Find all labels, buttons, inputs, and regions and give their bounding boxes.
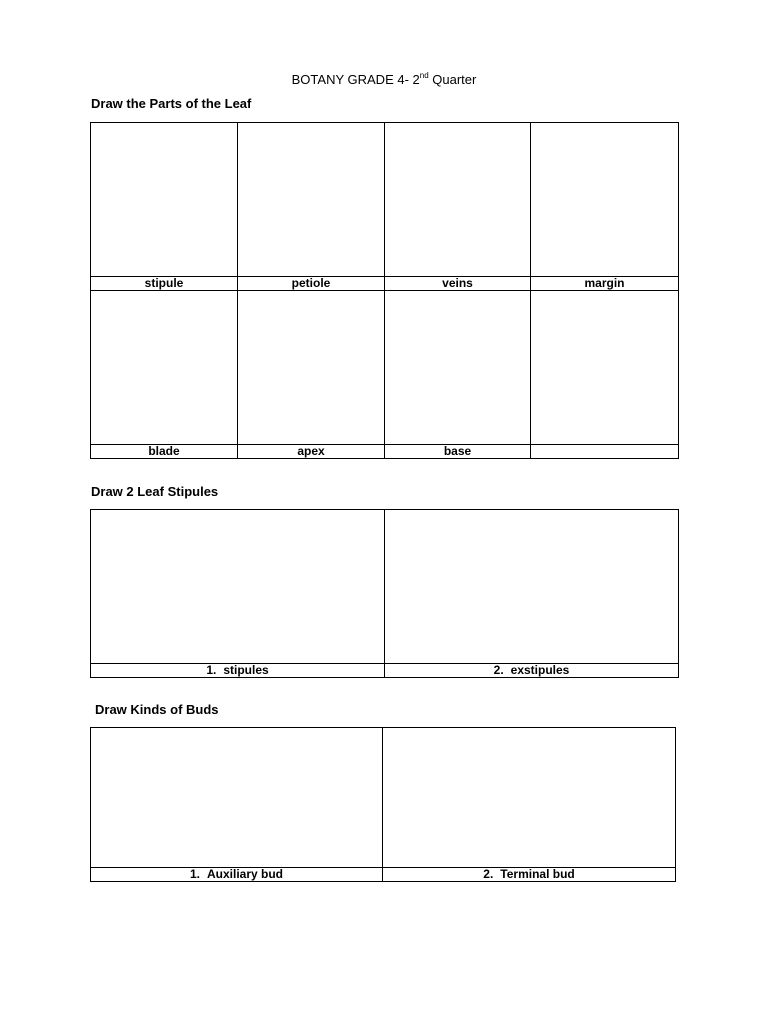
drawing-row [91, 291, 679, 445]
label-terminal-bud: 2. Terminal bud [383, 868, 676, 882]
superscript: nd [419, 71, 429, 80]
leaf-parts-table [90, 122, 679, 459]
drawing-box[interactable] [91, 728, 383, 868]
drawing-box[interactable] [91, 291, 238, 445]
label-apex: apex [238, 445, 385, 459]
drawing-box[interactable] [238, 123, 385, 277]
label-base: base [385, 445, 531, 459]
drawing-row [91, 123, 679, 277]
drawing-box[interactable] [531, 123, 679, 277]
drawing-box[interactable] [383, 728, 676, 868]
stipules-table [90, 509, 679, 678]
label-exstipules: 2. exstipules [385, 664, 679, 678]
drawing-row [91, 510, 679, 664]
drawing-box[interactable] [91, 123, 238, 277]
label-row [91, 445, 679, 459]
label-veins: veins [385, 277, 531, 291]
label-margin: margin [531, 277, 679, 291]
drawing-box[interactable] [531, 291, 679, 445]
drawing-box[interactable] [385, 291, 531, 445]
drawing-row [91, 728, 676, 868]
label-row [91, 277, 679, 291]
drawing-box[interactable] [238, 291, 385, 445]
label-petiole: petiole [238, 277, 385, 291]
label-blade: blade [91, 445, 238, 459]
section-heading-leaf-parts: Draw the Parts of the Leaf [91, 96, 252, 111]
drawing-box[interactable] [385, 510, 679, 664]
label-stipules: 1. stipules [91, 664, 385, 678]
drawing-box[interactable] [91, 510, 385, 664]
page-title: BOTANY GRADE 4- 2nd Quarter [291, 71, 477, 87]
section-heading-buds: Draw Kinds of Buds [95, 702, 219, 717]
drawing-box[interactable] [385, 123, 531, 277]
label-stipule: stipule [91, 277, 238, 291]
label-row [91, 868, 676, 882]
label-auxiliary-bud: 1. Auxiliary bud [91, 868, 383, 882]
label-row [91, 664, 679, 678]
buds-table [90, 727, 676, 882]
label-empty [531, 445, 679, 459]
section-heading-stipules: Draw 2 Leaf Stipules [91, 484, 219, 499]
